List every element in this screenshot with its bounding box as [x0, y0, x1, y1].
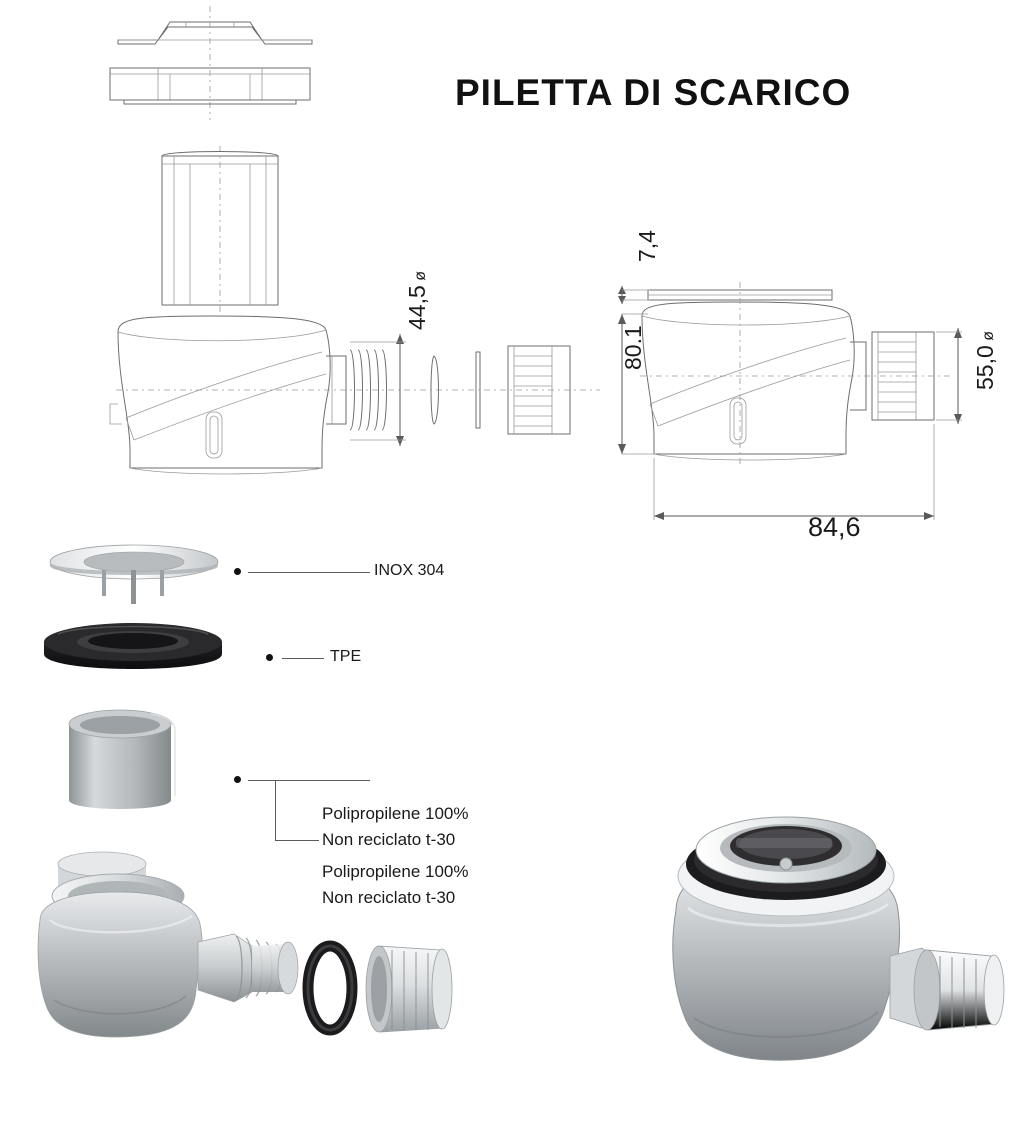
exploded-left-view: [100, 300, 620, 510]
render-tpe-gasket: [30, 612, 260, 692]
leader-dot-inox: [234, 568, 241, 575]
render-bucket: [55, 700, 235, 830]
dimension-label-55-0: 55,0 ø: [972, 331, 998, 390]
material-label-pp-1-line2: Non reciclato t-30: [322, 830, 456, 849]
page-title: PILETTA DI SCARICO: [455, 72, 852, 113]
flange-section-views: [100, 0, 350, 130]
dimension-label-7-4: 7,4: [634, 230, 660, 262]
material-label-pp-2-line1: Polipropilene 100%: [322, 862, 469, 881]
leader-line-pp-2: [275, 780, 276, 840]
render-assembled-product: [640, 780, 1020, 1110]
leader-line-tpe: [282, 658, 324, 659]
material-label-pp-1-line1: Polipropilene 100%: [322, 804, 469, 823]
render-exploded-assembly: [20, 850, 480, 1110]
leader-line-pp-2b: [275, 840, 319, 841]
material-label-inox: INOX 304: [374, 562, 445, 579]
leader-line-pp-1: [248, 780, 370, 781]
dimension-label-44-5: 44,5 ø: [404, 271, 430, 330]
leader-dot-pp-1: [234, 776, 241, 783]
leader-line-inox: [248, 572, 370, 573]
bucket-section-view: [150, 140, 350, 320]
dimension-label-80-1: 80.1: [620, 325, 646, 370]
assembly-right-view: [600, 268, 1000, 558]
dimension-label-84-6: 84,6: [808, 512, 861, 542]
render-inox-strainer: [30, 540, 260, 620]
material-label-pp-2-line2: Non reciclato t-30: [322, 888, 456, 907]
leader-dot-tpe: [266, 654, 273, 661]
material-label-tpe: TPE: [330, 648, 362, 665]
